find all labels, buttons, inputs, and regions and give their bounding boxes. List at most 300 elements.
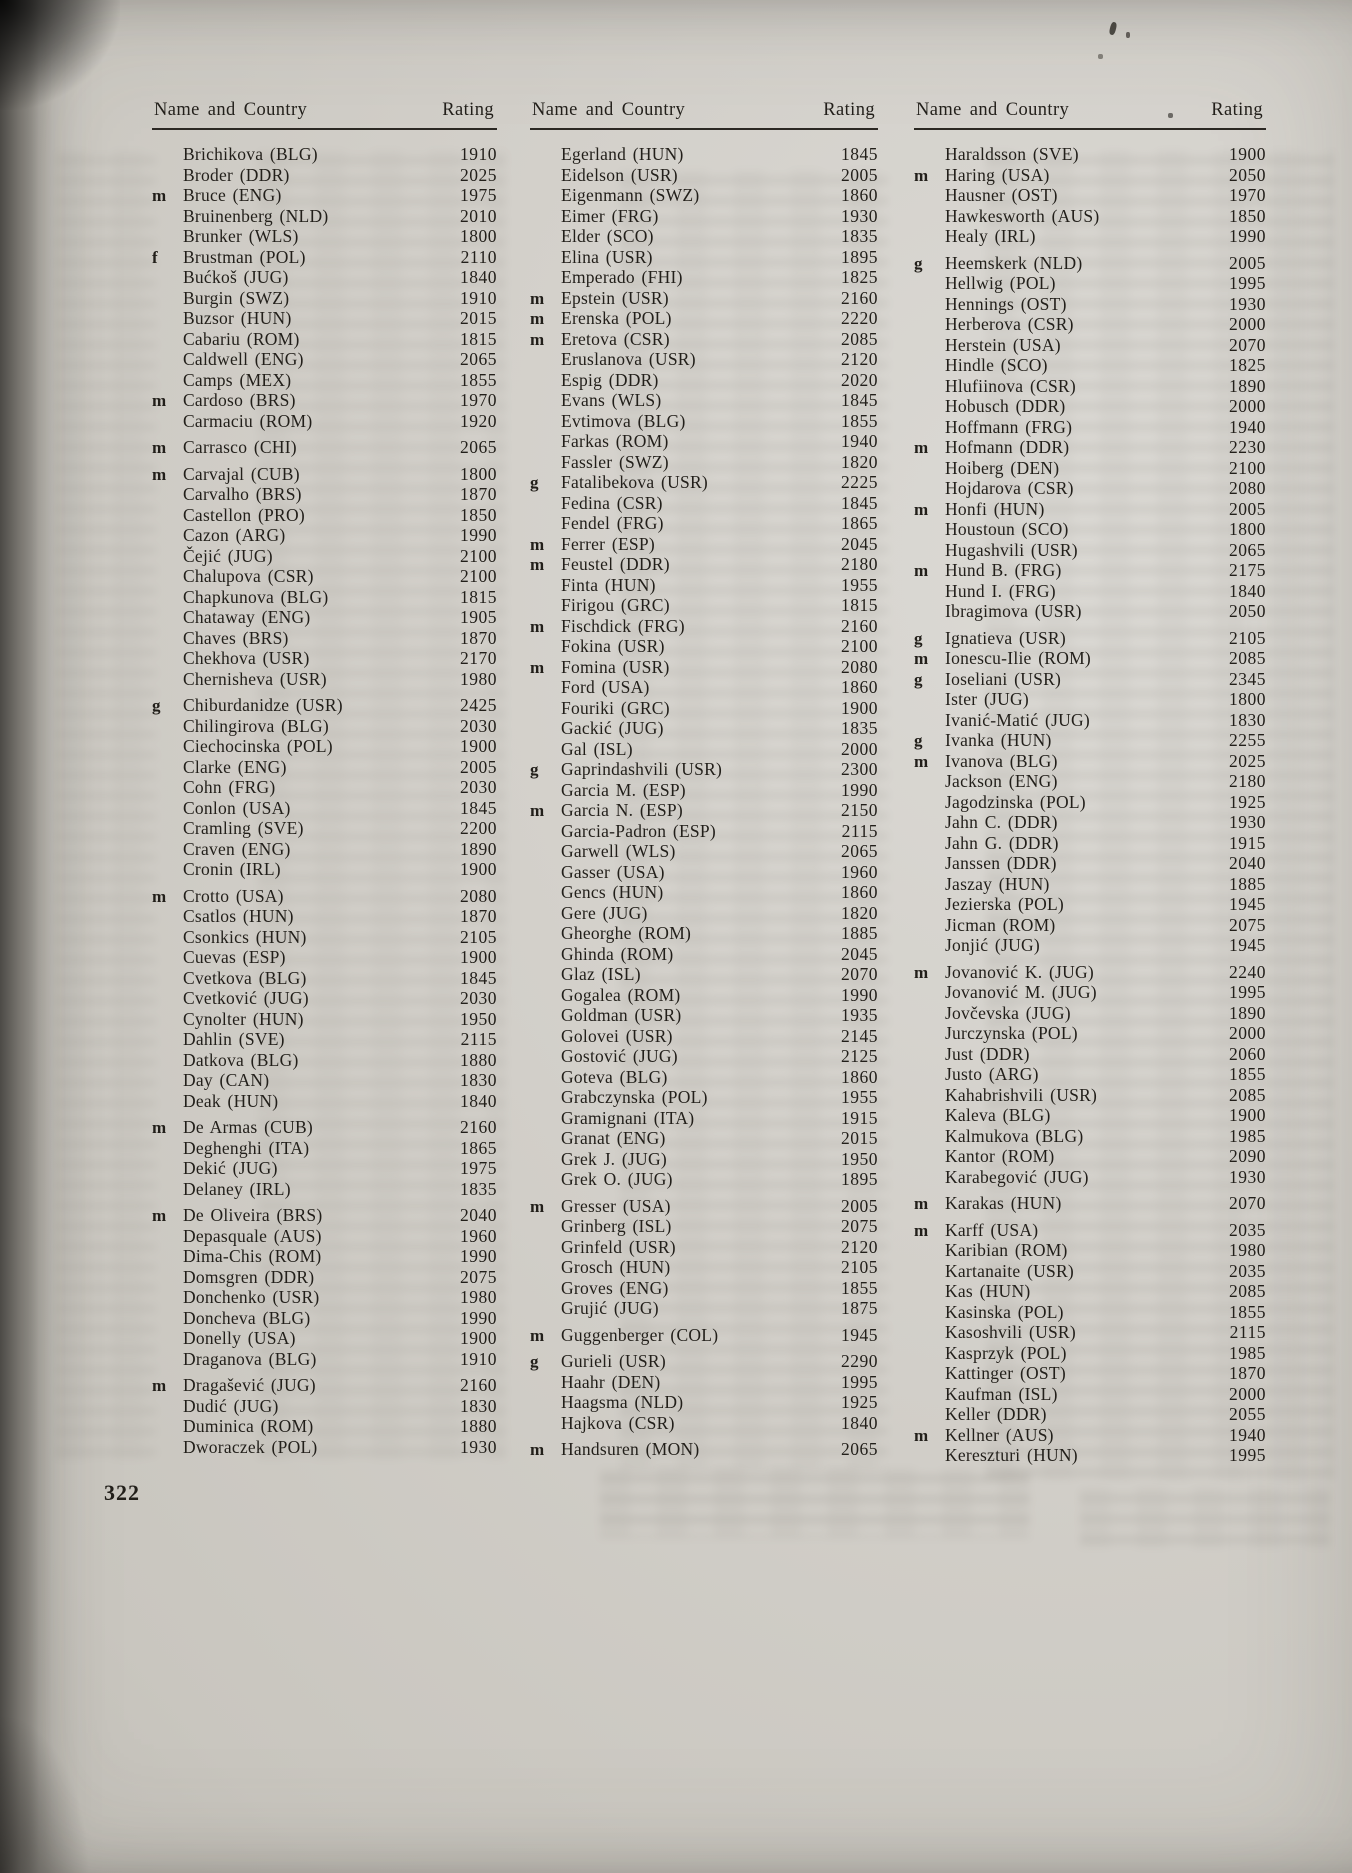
player-rating: 1995 [1229,982,1266,1002]
player-rating: 2085 [841,328,878,349]
player-row [530,431,878,452]
player-name-country: Duminica (ROM) [183,1416,314,1436]
player-name-country: Donelly (USA) [183,1328,296,1348]
player-name-country: Kaufman (ISL) [945,1383,1058,1404]
player-name-country: Kartanaite (USR) [945,1260,1074,1281]
player-row [914,1384,1266,1405]
player-row [530,390,878,411]
ink-speck [1109,21,1118,35]
player-row [530,411,878,432]
player-rating: 1855 [841,410,878,431]
player-rating: 1900 [841,697,878,718]
player-name-country: Keller (DDR) [945,1404,1047,1424]
player-row [152,1117,497,1138]
player-row [530,759,878,780]
player-rating: 1890 [460,838,497,859]
player-row [914,294,1266,315]
player-rating: 2035 [1229,1219,1266,1240]
player-row [152,505,497,526]
player-rating: 1800 [460,463,497,484]
player-row [152,390,497,411]
player-name-country: Fomina (USR) [561,656,670,677]
player-rating: 1870 [460,906,497,926]
player-row [152,968,497,989]
player-name-country: Cabariu (ROM) [183,328,300,349]
player-rating: 1870 [460,484,497,504]
player-row [530,1169,878,1190]
player-name-country: Donchenko (USR) [183,1287,320,1307]
player-title: m [914,1194,929,1213]
player-rating: 2120 [841,349,878,369]
player-row [152,484,497,505]
player-title: m [914,165,929,185]
player-name-country: Grek J. (JUG) [561,1148,667,1169]
player-title: m [914,1220,929,1240]
player-name-country: Chalupova (CSR) [183,566,314,586]
player-row [530,739,878,760]
player-name-country: Egerland (HUN) [561,144,684,164]
player-rating: 1895 [841,246,878,267]
ink-speck [1126,32,1130,38]
player-rating: 1845 [460,797,497,818]
player-row [152,1070,497,1091]
player-rating: 1990 [841,779,878,800]
player-name-country: Camps (MEX) [183,369,292,390]
player-rating: 2345 [1229,668,1266,689]
player-name-country: Csonkics (HUN) [183,926,307,947]
player-rating: 1870 [1229,1363,1266,1383]
player-rating: 1930 [1229,1166,1266,1187]
player-row [914,669,1266,690]
player-title: m [152,1376,167,1395]
player-row [530,1325,878,1346]
player-name-country: Cazon (ARG) [183,525,286,545]
player-row [914,335,1266,356]
player-name-country: Hoiberg (DEN) [945,457,1060,478]
player-row [914,751,1266,772]
player-rating: 1960 [460,1225,497,1246]
player-rating: 1950 [841,1148,878,1169]
player-row [152,546,497,567]
player-name-country: Haahr (DEN) [561,1371,661,1392]
player-rating: 1825 [1229,355,1266,375]
player-row [914,1003,1266,1024]
player-rating: 1940 [1229,416,1266,437]
rating-column-1 [152,100,497,1457]
player-rating: 2065 [460,349,497,369]
player-name-country: Hennings (OST) [945,293,1067,314]
player-name-country: Hindle (SCO) [945,355,1048,375]
player-title: m [914,962,929,982]
player-name-country: Deghenghi (ITA) [183,1137,310,1158]
player-row [914,962,1266,983]
player-name-country: Hlufiinova (CSR) [945,375,1076,396]
player-rating: 2100 [1229,457,1266,478]
player-rating: 1900 [1229,144,1266,164]
player-rating: 2160 [841,287,878,308]
player-rating: 1970 [460,390,497,410]
player-row [152,464,497,485]
player-row [530,944,878,965]
player-rating: 1870 [460,627,497,648]
player-rating: 1980 [1229,1240,1266,1260]
player-title: m [530,329,545,349]
player-rating: 2020 [841,369,878,390]
player-rating: 2065 [841,1439,878,1459]
player-rating: 1830 [460,1070,497,1090]
player-name-country: Čejić (JUG) [183,545,273,566]
player-rating: 2200 [460,818,497,838]
player-row [914,1302,1266,1323]
player-row [152,757,497,778]
player-name-country: Ciechocinska (POL) [183,736,333,756]
player-row [152,1179,497,1200]
player-name-country: Hofmann (DDR) [945,437,1070,457]
player-name-country: Cuevas (ESP) [183,947,286,967]
player-row [530,595,878,616]
player-name-country: Broder (DDR) [183,164,290,185]
player-row [152,308,497,329]
player-name-country: Gogalea (ROM) [561,984,681,1005]
player-rating: 2050 [1229,601,1266,621]
player-row [530,493,878,514]
player-rating: 2045 [841,943,878,964]
player-rating: 2045 [841,533,878,554]
player-rating: 1840 [1229,580,1266,601]
player-row [152,144,497,165]
player-name-country: Burgin (SWZ) [183,287,290,308]
player-name-country: Evtimova (BLG) [561,410,686,431]
player-row [152,1226,497,1247]
player-rating: 2220 [841,308,878,328]
player-rating: 1860 [841,677,878,697]
player-name-country: Ignatieva (USR) [945,627,1066,648]
column-header-name: Name and Country [154,100,308,120]
player-rating: 1800 [1229,689,1266,709]
player-name-country: Elder (SCO) [561,226,654,246]
player-name-country: Gal (ISL) [561,738,633,759]
bleedthrough-texture [1080,1488,1330,1548]
player-name-country: Jahn C. (DDR) [945,812,1058,832]
player-rating: 2075 [460,1266,497,1287]
player-rating: 1920 [460,410,497,431]
player-name-country: Gurieli (USR) [561,1351,666,1371]
player-rating: 2290 [841,1351,878,1371]
player-row [152,1287,497,1308]
player-rating: 2000 [1229,314,1266,334]
player-rating: 1985 [1229,1125,1266,1146]
player-name-country: Fokina (USR) [561,636,665,656]
player-rating: 2030 [460,715,497,736]
player-name-country: Grabczynska (POL) [561,1087,708,1107]
player-row [530,1278,878,1299]
player-rating: 1940 [841,431,878,451]
player-row [530,657,878,678]
player-row [914,314,1266,335]
player-name-country: Cohn (FRG) [183,777,276,797]
player-row [914,540,1266,561]
player-name-country: Eretova (CSR) [561,328,670,349]
player-name-country: Haring (USA) [945,164,1050,185]
player-row [530,1046,878,1067]
player-row [530,308,878,329]
player-name-country: Depasquale (AUS) [183,1225,322,1246]
column-header-name: Name and Country [916,100,1070,120]
player-title: m [152,464,167,484]
player-row [530,1196,878,1217]
player-name-country: Granat (ENG) [561,1128,666,1148]
player-name-country: Grinfeld (USR) [561,1236,676,1257]
player-row [914,874,1266,895]
player-row [914,915,1266,936]
player-row [914,982,1266,1003]
player-row [530,1149,878,1170]
player-name-country: Houstoun (SCO) [945,519,1069,539]
player-name-country: Kattinger (OST) [945,1363,1066,1383]
player-name-country: Day (CAN) [183,1070,270,1090]
player-row [152,267,497,288]
player-row [530,985,878,1006]
player-rating: 1885 [841,923,878,943]
player-name-country: Grosch (HUN) [561,1257,671,1277]
player-name-country: Jagodzinska (POL) [945,791,1086,812]
player-name-country: Elina (USR) [561,246,653,267]
player-name-country: Ionescu-Ilie (ROM) [945,648,1091,668]
player-rating: 1845 [841,144,878,164]
player-rating: 1800 [1229,519,1266,539]
player-rating: 1815 [460,586,497,607]
player-title: m [530,801,545,820]
player-name-country: Hausner (OST) [945,185,1058,205]
player-row [914,1261,1266,1282]
player-row [152,1267,497,1288]
player-name-country: Brustman (POL) [183,246,306,267]
player-title: m [530,309,545,328]
player-row [152,1205,497,1226]
player-rating: 2005 [1229,498,1266,519]
player-name-country: Firigou (GRC) [561,595,670,615]
player-rating: 1955 [841,574,878,595]
player-row [530,882,878,903]
player-row [914,853,1266,874]
player-name-country: Honfi (HUN) [945,498,1045,519]
player-rating: 1815 [841,595,878,615]
player-row [530,185,878,206]
player-row [152,329,497,350]
player-row [914,792,1266,813]
player-row [914,1085,1266,1106]
player-row [152,349,497,370]
player-rating: 1995 [841,1371,878,1392]
player-row [152,247,497,268]
player-name-country: Ibragimova (USR) [945,601,1082,621]
player-name-country: Kasprzyk (POL) [945,1342,1067,1363]
player-row [914,710,1266,731]
player-name-country: Gasser (USA) [561,861,665,882]
player-row [152,1246,497,1267]
page-number: 322 [104,1480,140,1505]
player-title: m [914,1425,929,1445]
player-row [530,1439,878,1460]
player-rating: 1835 [460,1178,497,1199]
player-name-country: Gresser (USA) [561,1195,671,1216]
player-row [530,575,878,596]
player-rating: 1865 [841,513,878,533]
player-rating: 2170 [460,648,497,668]
player-rating: 1930 [1229,812,1266,832]
player-rating: 2035 [1229,1260,1266,1281]
player-name-country: Bućkoš (JUG) [183,267,289,287]
player-name-country: Hojdarova (CSR) [945,478,1074,498]
player-rating: 1910 [460,287,497,308]
player-row [152,648,497,669]
player-row [530,226,878,247]
player-row [914,601,1266,622]
player-name-country: Jovanović M. (JUG) [945,982,1097,1002]
player-row [914,1220,1266,1241]
page-corner-shadow-bottom [0,1713,90,1873]
player-rating: 1960 [841,861,878,882]
player-rating: 2015 [460,308,497,328]
player-row [914,1404,1266,1425]
player-row [530,1351,878,1372]
player-rating: 2025 [460,164,497,185]
player-name-country: Cvetković (JUG) [183,988,309,1008]
player-rating: 2040 [1229,853,1266,873]
player-row [530,452,878,473]
player-row [914,1343,1266,1364]
player-name-country: Emperado (FHI) [561,267,683,287]
player-rating: 1985 [1229,1342,1266,1363]
player-rating: 1900 [460,947,497,967]
player-row [914,1445,1266,1466]
player-row [152,437,497,458]
player-row [914,478,1266,499]
player-row [914,1167,1266,1188]
player-name-country: Kahabrishvili (USR) [945,1084,1098,1105]
player-title: f [152,247,158,267]
player-row [152,886,497,907]
player-name-country: Gaprindashvili (USR) [561,759,723,779]
player-title: m [530,1325,545,1345]
player-rating: 1955 [841,1087,878,1107]
player-name-country: Farkas (ROM) [561,431,669,451]
player-rating: 1900 [1229,1105,1266,1125]
player-rating: 1855 [1229,1064,1266,1084]
player-row [914,730,1266,751]
player-rating: 1945 [1229,935,1266,955]
player-row [152,1308,497,1329]
player-row [152,716,497,737]
player-name-country: Jovanović K. (JUG) [945,961,1094,982]
player-rating: 1950 [460,1008,497,1029]
player-name-country: Kas (HUN) [945,1281,1031,1301]
player-row [914,833,1266,854]
player-rating: 2230 [1229,437,1266,457]
player-name-country: Gere (JUG) [561,902,648,923]
player-rating: 1830 [460,1395,497,1416]
player-row [914,560,1266,581]
player-name-country: Eigenmann (SWZ) [561,185,700,205]
player-row [152,566,497,587]
player-rating: 2010 [460,205,497,226]
player-rating: 2100 [841,636,878,656]
player-rating: 2065 [460,437,497,457]
player-rating: 2085 [1229,1281,1266,1301]
player-row [152,695,497,716]
player-name-country: Hoffmann (FRG) [945,416,1073,437]
player-rating: 1910 [460,1348,497,1369]
player-title: g [914,253,923,273]
player-row [530,534,878,555]
player-name-country: Kasoshvili (USR) [945,1322,1076,1342]
player-row [914,1322,1266,1343]
player-title: m [530,1440,545,1459]
player-name-country: Eimer (FRG) [561,205,659,226]
player-name-country: Cvetkova (BLG) [183,967,307,988]
player-name-country: De Armas (CUB) [183,1117,313,1137]
player-name-country: Kereszturi (HUN) [945,1445,1078,1465]
player-rating: 1925 [841,1392,878,1412]
player-row [152,370,497,391]
player-name-country: Healy (IRL) [945,226,1036,246]
player-rating: 1820 [841,902,878,923]
player-row [152,777,497,798]
player-row [530,1298,878,1319]
player-row [530,718,878,739]
player-name-country: Jackson (ENG) [945,771,1058,791]
player-row [914,417,1266,438]
player-row [914,253,1266,274]
player-row [914,396,1266,417]
player-name-country: Eruslanova (USR) [561,349,696,369]
player-row [530,554,878,575]
player-rating: 1995 [1229,1445,1266,1465]
player-name-country: Goldman (USR) [561,1005,682,1025]
player-title: g [914,669,923,689]
player-row [530,329,878,350]
player-row [914,1023,1266,1044]
player-row [152,607,497,628]
player-name-country: Garcia M. (ESP) [561,779,686,800]
player-rating: 1990 [1229,226,1266,246]
player-rating: 1925 [1229,791,1266,812]
player-rating: 1900 [460,1328,497,1348]
player-name-country: Dragašević (JUG) [183,1375,316,1395]
player-rating: 2150 [841,800,878,820]
player-row [530,1372,878,1393]
player-name-country: Grek O. (JUG) [561,1169,673,1189]
player-name-country: Gackić (JUG) [561,718,664,738]
player-name-country: Karabegović (JUG) [945,1166,1089,1187]
player-name-country: Hund B. (FRG) [945,560,1062,580]
player-row [530,698,878,719]
player-rating: 2085 [1229,648,1266,668]
player-rating: 2030 [460,777,497,797]
player-row [914,812,1266,833]
player-rating: 1915 [1229,832,1266,853]
player-name-country: Hugashvili (USR) [945,539,1078,560]
player-rating: 2000 [1229,1383,1266,1404]
player-name-country: Bruce (ENG) [183,185,282,205]
player-rating: 1935 [841,1005,878,1025]
player-name-country: Brunker (WLS) [183,226,299,246]
player-rating: 1900 [460,736,497,756]
player-rating: 2225 [841,472,878,492]
player-row [152,1029,497,1050]
player-row [152,818,497,839]
player-rating: 1975 [460,1158,497,1178]
